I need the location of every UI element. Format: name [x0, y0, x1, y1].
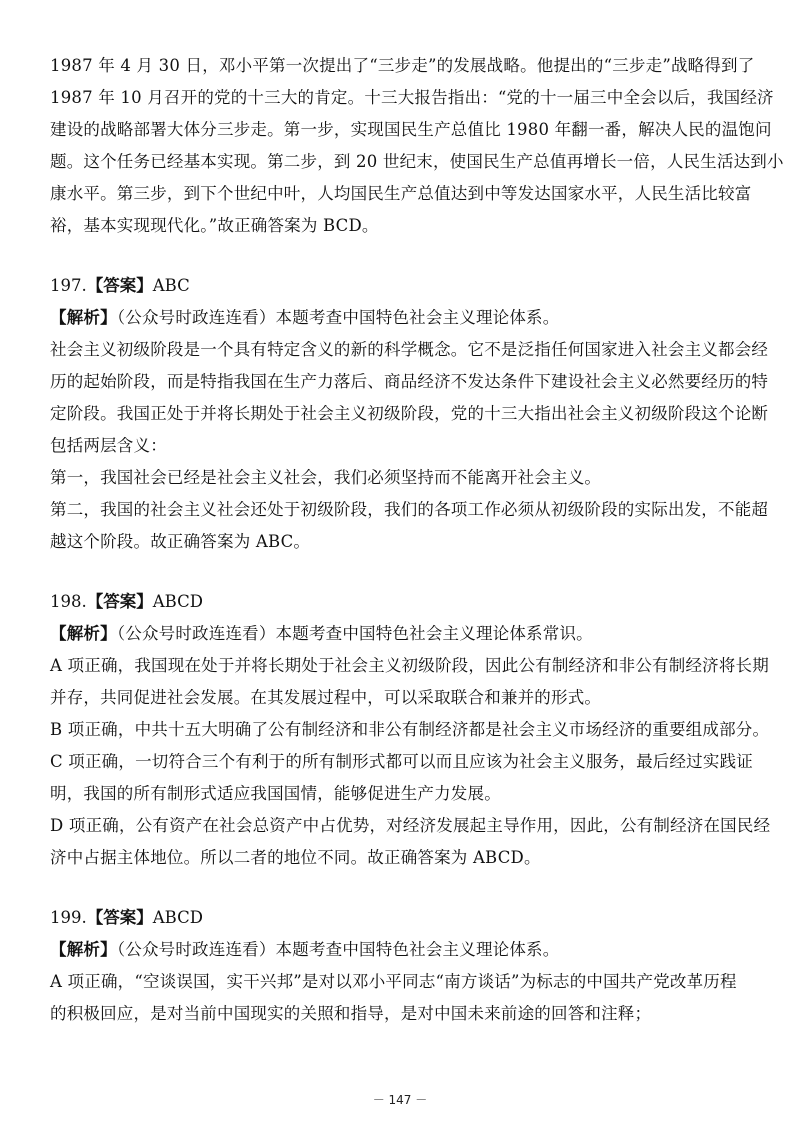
question-number: 197. [50, 276, 87, 295]
text-line: 济中占据主体地位。所以二者的地位不同。故正确答案为 ABCD。 [50, 848, 541, 867]
text-line: 第一，我国社会已经是社会主义社会，我们必须坚持而不能离开社会主义。 [50, 468, 602, 487]
intro-paragraph [50, 50, 784, 242]
analysis-line [50, 302, 762, 334]
answer-label: 【答案】 [86, 276, 153, 295]
text-line: 历的起始阶段，而是特指我国在生产力落后、商品经济不发达条件下建设社会主义必然要经历的特 [50, 372, 769, 391]
text-line: A 项正确，我国现在处于并将长期处于社会主义初级阶段，因此公有制经济和非公有制经济将长期 [50, 656, 769, 675]
text-line: 1987 年 10 月召开的党的十三大的肯定。十三大报告指出：“党的十一届三中全会以后，我国经济 [50, 88, 774, 107]
text-line: 明，我国的所有制形式适应我国国情，能够促进生产力发展。 [50, 784, 501, 803]
text-line: A 项正确，“空谈误国，实干兴邦”是对以邓小平同志“南方谈话”为标志的中国共产党改革历程 [50, 972, 737, 991]
answer-label: 【答案】 [86, 908, 153, 927]
answer-label: 【答案】 [86, 592, 153, 611]
question-199 [50, 902, 762, 1030]
answer-value: ABC [152, 276, 190, 295]
text-line: 裕，基本实现现代化。”故正确答案为 BCD。 [50, 216, 379, 235]
text-line: 1987 年 4 月 30 日，邓小平第一次提出了“三步走”的发展战略。他提出的“三步走”战略得到了 [50, 56, 755, 75]
answer-value: ABCD [152, 592, 203, 611]
analysis-line [50, 934, 762, 966]
answer-line [50, 902, 762, 934]
text-line: 并存，共同促进社会发展。在其发展过程中，可以采取联合和兼并的形式。 [50, 688, 602, 707]
question-number: 199. [50, 908, 87, 927]
text-line: 康水平。第三步，到下个世纪中叶，人均国民生产总值达到中等发达国家水平，人民生活比较富 [50, 184, 752, 203]
text-line: D 项正确，公有资产在社会总资产中占优势，对经济发展起主导作用，因此，公有制经济在国民经 [50, 816, 771, 835]
text-line: 越这个阶段。故正确答案为 ABC。 [50, 532, 311, 551]
document-page [50, 50, 784, 1030]
text-line: B 项正确，中共十五大明确了公有制经济和非公有制经济都是社会主义市场经济的重要组成部分。 [50, 720, 770, 739]
analysis-intro: （公众号时政连连看）本题考查中国特色社会主义理论体系。 [116, 308, 560, 327]
text-line: 的积极回应，是对当前中国现实的关照和指导，是对中国未来前途的回答和注释； [50, 1004, 652, 1023]
analysis-intro: （公众号时政连连看）本题考查中国特色社会主义理论体系常识。 [116, 624, 593, 643]
text-line: 建设的战略部署大体分三步走。第一步，实现国民生产总值比 1980 年翻一番，解决人民的温饱问 [50, 120, 772, 139]
answer-value: ABCD [152, 908, 203, 927]
analysis-label: 【解析】 [50, 308, 117, 327]
text-line: 包括两层含义： [50, 436, 167, 455]
text-line: 第二，我国的社会主义社会还处于初级阶段，我们的各项工作必须从初级阶段的实际出发，不能超 [50, 500, 769, 519]
question-197 [50, 270, 769, 558]
text-line: C 项正确，一切符合三个有利于的所有制形式都可以而且应该为社会主义服务，最后经过实践证 [50, 752, 753, 771]
text-line: 题。这个任务已经基本实现。第二步，到 20 世纪末，使国民生产总值再增长一倍，人民生活达到小 [50, 152, 784, 171]
text-line: 定阶段。我国正处于并将长期处于社会主义初级阶段，党的十三大指出社会主义初级阶段这个论断 [50, 404, 769, 423]
page-number: － 147 － [372, 1093, 428, 1107]
question-198 [50, 586, 771, 874]
analysis-intro: （公众号时政连连看）本题考查中国特色社会主义理论体系。 [116, 940, 560, 959]
text-line: 社会主义初级阶段是一个具有特定含义的新的科学概念。它不是泛指任何国家进入社会主义都会经 [50, 340, 769, 359]
analysis-label: 【解析】 [50, 940, 117, 959]
analysis-line [50, 618, 762, 650]
analysis-label: 【解析】 [50, 624, 117, 643]
answer-line [50, 586, 762, 618]
answer-line [50, 270, 762, 302]
question-number: 198. [50, 592, 87, 611]
